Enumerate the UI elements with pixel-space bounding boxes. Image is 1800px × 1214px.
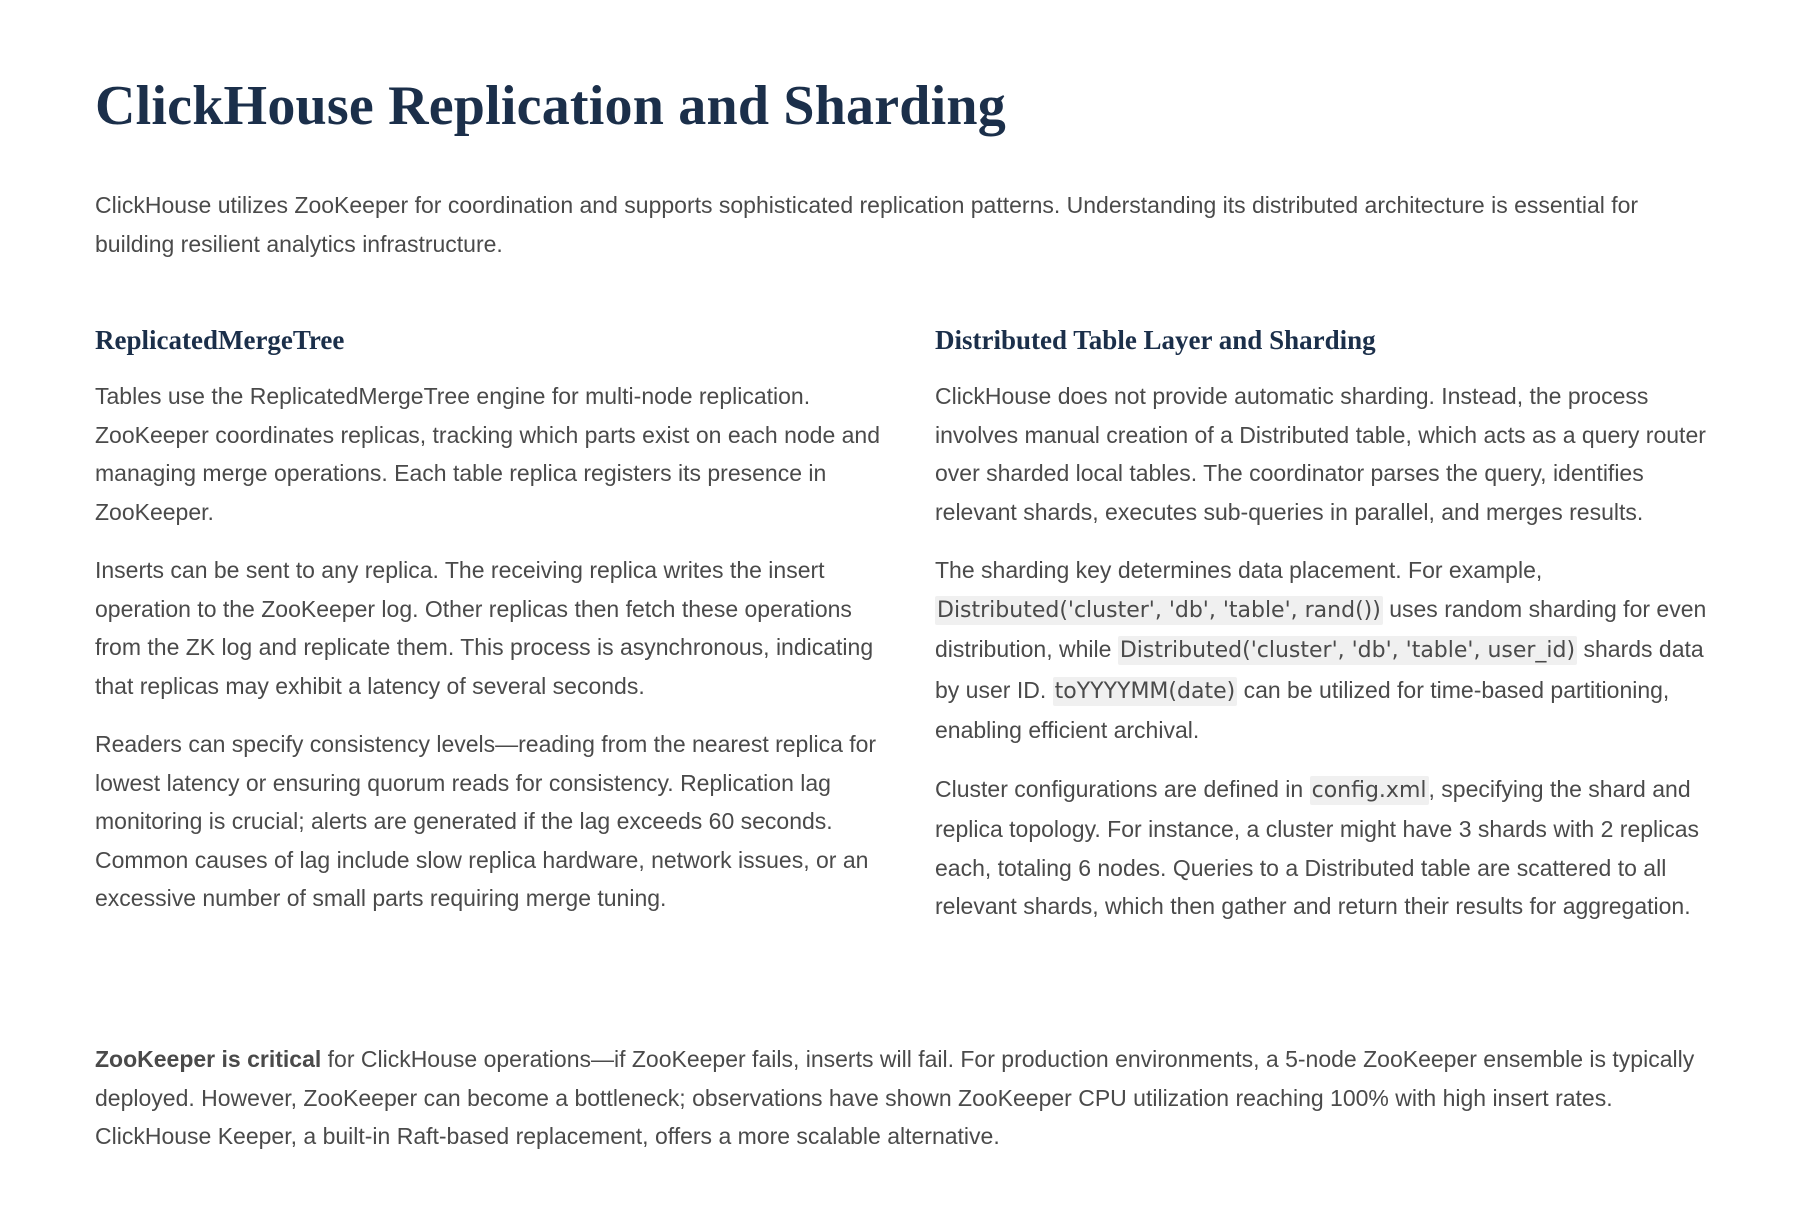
text-span: The sharding key determines data placement. For example, xyxy=(935,557,1543,583)
text-span: , specifying the shard and replica topology. For instance, a cluster might have 3 shards with 2 replicas each, totaling 6 nodes. Queries to a Distributed table are scattered to all relevant shards, which then gather and return their results for aggregation. xyxy=(935,775,1700,919)
two-column-section xyxy=(95,320,1710,1010)
section-heading-replicatedmergetree: ReplicatedMergeTree xyxy=(95,325,345,355)
right-paragraph-1: ClickHouse does not provide automatic sharding. Instead, the process involves manual creation of a Distributed table, which acts as a query router over sharded local tables. The coordinator parses the query, identifies relevant shards, executes sub-queries in parallel, and merges results. xyxy=(935,383,1706,525)
footer-paragraph xyxy=(95,1040,1710,1156)
left-paragraph-3: Readers can specify consistency levels—reading from the nearest replica for lowest latency or ensuring quorum reads for consistency. Replication lag monitoring is crucial; alerts are generated if the lag exceeds 60 seconds. Common causes of lag include slow replica hardware, network issues, or an excessive number of small parts requiring merge tuning. xyxy=(95,731,877,911)
inline-code-rand: Distributed('cluster', 'db', 'table', rand()) xyxy=(937,597,1381,623)
text-span: shards data by user ID. xyxy=(935,636,1704,703)
intro-paragraph: ClickHouse utilizes ZooKeeper for coordination and supports sophisticated replication patterns. Understanding its distributed architecture is essential for building resilient analytics infrastructure. xyxy=(95,192,1639,257)
inline-code-toyyyymm: toYYYYMM(date) xyxy=(1054,678,1236,704)
left-column xyxy=(95,320,885,938)
right-column xyxy=(935,320,1710,946)
text-span: uses random sharding for even distribution, while xyxy=(935,595,1707,662)
right-paragraph-3 xyxy=(935,770,1710,926)
section-heading-distributed: Distributed Table Layer and Sharding xyxy=(935,325,1376,355)
footer-text: for ClickHouse operations—if ZooKeeper fails, inserts will fail. For production environments, a 5-node ZooKeeper ensemble is typically deployed. However, ZooKeeper can become a bottleneck; observations have shown ZooKeeper CPU utilization reaching 100% with high insert rates. ClickHouse Keeper, a built-in Raft-based replacement, offers a more scalable alternative. xyxy=(95,1046,1695,1149)
document-page xyxy=(95,0,1710,1149)
left-paragraph-1: Tables use the ReplicatedMergeTree engine for multi-node replication. ZooKeeper coordinates replicas, tracking which parts exist on each node and managing merge operations. Each table replica registers its presence in ZooKeeper. xyxy=(95,383,881,525)
inline-code-user-id: Distributed('cluster', 'db', 'table', user_id) xyxy=(1119,638,1576,663)
text-span: Cluster configurations are defined in xyxy=(935,775,1310,802)
inline-code-config-xml: config.xml xyxy=(1311,777,1427,803)
left-paragraph-2: Inserts can be sent to any replica. The receiving replica writes the insert operation to the ZooKeeper log. Other replicas then fetch these operations from the ZK log and replicate them. This process is asynchronous, indicating that replicas may exhibit a latency of several seconds. xyxy=(95,557,874,699)
text-span: can be utilized for time-based partitioning, enabling efficient archival. xyxy=(935,676,1670,743)
page-title: ClickHouse Replication and Sharding xyxy=(95,75,1006,137)
footer-bold-lead: ZooKeeper is critical xyxy=(95,1046,322,1072)
right-paragraph-2 xyxy=(935,551,1710,750)
